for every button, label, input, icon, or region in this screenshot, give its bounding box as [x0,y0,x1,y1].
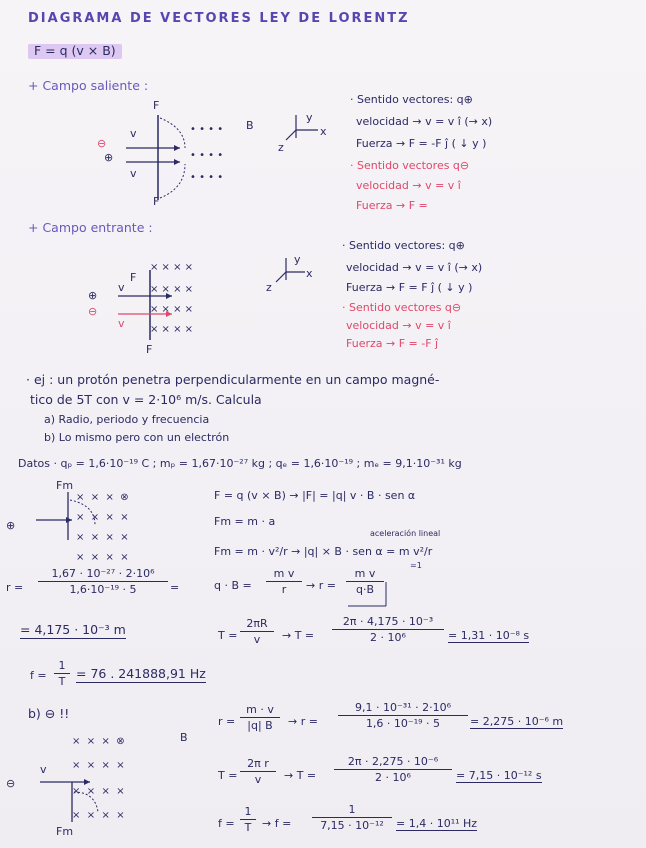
period-fraction-b: $\frac{\text{2π r}}{v}$ [240,758,276,785]
note-entrante-6: Fuerza → F = -F ĵ [346,337,439,350]
field-cross-row-b2: × × × × [72,760,125,771]
radius-fraction-b2: $\frac{\text{9,1 · 10⁻³¹ · 2·10⁶}}{\text{1,6 · 10⁻¹⁹ · 5}}$ [338,702,468,729]
exercise-line-2: tico de 5T con v = 2·10⁶ m/s. Calcula [30,392,262,407]
positive-charge-icon-3: ⊕ [6,519,16,532]
field-dots-row-3: • • • • [190,172,224,183]
magnetic-force-label: Fm [56,479,74,492]
velocity-label-3: v [118,281,125,294]
axis-z-label: z [278,141,284,154]
qb-label: q · B = [214,579,252,592]
velocity-label: v [130,127,137,140]
axis-z-label-2: z [266,281,272,294]
freq-label-a: f = [30,669,47,682]
axis-x-label: x [320,125,327,138]
note-saliente-5: velocidad → v = v î [356,179,461,192]
note-entrante-2: velocidad → v = v î (→ x) [346,261,483,274]
field-cross-row-a1: × × × ⊗ [76,492,129,503]
page-title: DIAGRAMA DE VECTORES LEY DE LORENTZ [28,11,410,26]
period-label-a: T = [218,629,238,642]
field-cross-row-a4: × × × × [76,552,129,563]
axis-x-label-2: x [306,267,313,280]
eq-sin-one: =1 [410,561,422,570]
period-fraction-a: $\frac{2\pi R}{v}$ [240,618,274,645]
period-arrow-b: → T = [284,769,317,782]
arrow-r-a: → r = [306,579,336,592]
period-label-b: T = [218,769,238,782]
freq-fraction-b: $\frac{1}{T}$ [240,806,256,833]
note-entrante-3: Fuerza → F = F ĵ ( ↓ y ) [346,281,473,294]
freq-fraction-a: $\frac{1}{T}$ [54,660,70,687]
positive-charge-icon-2: ⊕ [88,289,98,302]
freq-result-a: = 76 . 241888,91 Hz [76,666,206,681]
note-entrante-5: velocidad → v = v î [346,319,451,332]
force-label-2: F [153,195,160,208]
velocity-label-4: v [118,317,125,330]
radius-result-b: = 2,275 · 10⁻⁶ m [470,715,564,728]
radius-result-a: = 4,175 · 10⁻³ m [20,622,126,637]
period-result-b: = 7,15 · 10⁻¹² s [456,769,542,782]
radius-label-b: r = [218,715,236,728]
field-b-label-2: B [180,731,188,744]
note-saliente-2: velocidad → v = v î (→ x) [356,115,493,128]
negative-charge-icon: ⊖ [97,137,107,150]
radius-arrow-b: → r = [288,715,318,728]
field-cross-row-b1: × × × ⊗ [72,736,125,747]
force-label: F [153,99,160,112]
field-cross-row-3: × × × × [150,304,194,315]
note-entrante-1: · Sentido vectores: q⊕ [342,239,465,252]
velocity-label-2: v [130,167,137,180]
velocity-label-b: v [40,763,47,776]
axis-y-label-2: y [294,253,301,266]
note-saliente-6: Fuerza → F = [356,199,428,212]
period-fraction-b2: $\frac{\text{2π · 2,275 · 10⁻⁶}}{\text{2 · 10⁶}}$ [334,756,452,783]
lorentz-formula: F = q (v × B) [28,44,122,59]
force-label-4: F [146,343,153,356]
exercise-data: Datos · qₚ = 1,6·10⁻¹⁹ C ; mₚ = 1,67·10⁻²⁷ kg ; qₑ = 1,6·10⁻¹⁹ ; mₑ = 9,1·10⁻³¹ kg [18,457,462,470]
period-arrow-a: → T = [282,629,315,642]
period-result-a: = 1,31 · 10⁻⁸ s [448,629,530,642]
eq-lorentz: F = q (v × B) → |F| = |q| v · B · sen α [214,489,416,502]
radius-equals: = [170,581,180,594]
eq-note: aceleración lineal [370,529,441,538]
eq-newton: Fm = m · a [214,515,276,528]
field-cross-row-4: × × × × [150,324,194,335]
radius-fraction-b: $\frac{m \cdot v}{|q| B}$ [240,704,280,731]
negative-charge-icon-3: ⊖ [6,777,16,790]
field-cross-row-b3: × × × × [72,786,125,797]
axis-y-label: y [306,111,313,124]
heading-campo-saliente: + Campo saliente : [28,78,149,93]
field-dots-row-2: • • • • [190,150,224,161]
radius-fraction-a: $\frac{\text{1,67 · 10⁻²⁷ · 2·10⁶}}{\text{1,6·10⁻¹⁹ · 5}}$ [38,568,168,595]
note-entrante-4: · Sentido vectores q⊖ [342,301,462,314]
field-dots-row-1: • • • • [190,124,224,135]
freq-label-b: f = [218,817,235,830]
note-saliente-4: · Sentido vectores q⊖ [350,159,470,172]
note-saliente-1: · Sentido vectores: q⊕ [350,93,473,106]
freq-fraction-b2: $\frac{1}{\text{7,15 · 10⁻¹²}}$ [312,804,392,831]
freq-arrow-b: → f = [262,817,292,830]
field-cross-row-a3: × × × × [76,532,129,543]
positive-charge-icon: ⊕ [104,151,114,164]
r-final-fraction: $\frac{\text{m v}}{q\cdot B}$ [346,568,384,595]
force-label-3: F [130,271,137,284]
field-cross-row-2: × × × × [150,284,194,295]
note-saliente-3: Fuerza → F = -F ĵ ( ↓ y ) [356,137,487,150]
part-b-heading: b) ⊖ !! [28,706,70,721]
radius-label-a: r = [6,581,24,594]
heading-campo-entrante: + Campo entrante : [28,220,153,235]
period-fraction-a2: $\frac{\text{2π · 4,175 · 10⁻³}}{\text{2 · 10⁶}}$ [332,616,444,643]
eq-centripetal: Fm = m · v²/r → |q| × B · sen α = m v²/r [214,545,433,558]
field-cross-row-b4: × × × × [72,810,125,821]
magnetic-force-label-b: Fm [56,825,74,838]
exercise-line-1: · ej : un protón penetra perpendicularmente en un campo magné- [26,372,440,387]
field-cross-row-1: × × × × [150,262,194,273]
exercise-item-b: b) Lo mismo pero con un electrón [44,431,230,444]
negative-charge-icon-2: ⊖ [88,305,98,318]
field-cross-row-a2: × × × × [76,512,129,523]
exercise-item-a: a) Radio, periodo y frecuencia [44,413,210,426]
field-b-label: B [246,119,254,132]
mv-over-r: $\frac{\text{m v}}{r}$ [266,568,302,595]
freq-result-b: = 1,4 · 10¹¹ Hz [396,817,478,830]
